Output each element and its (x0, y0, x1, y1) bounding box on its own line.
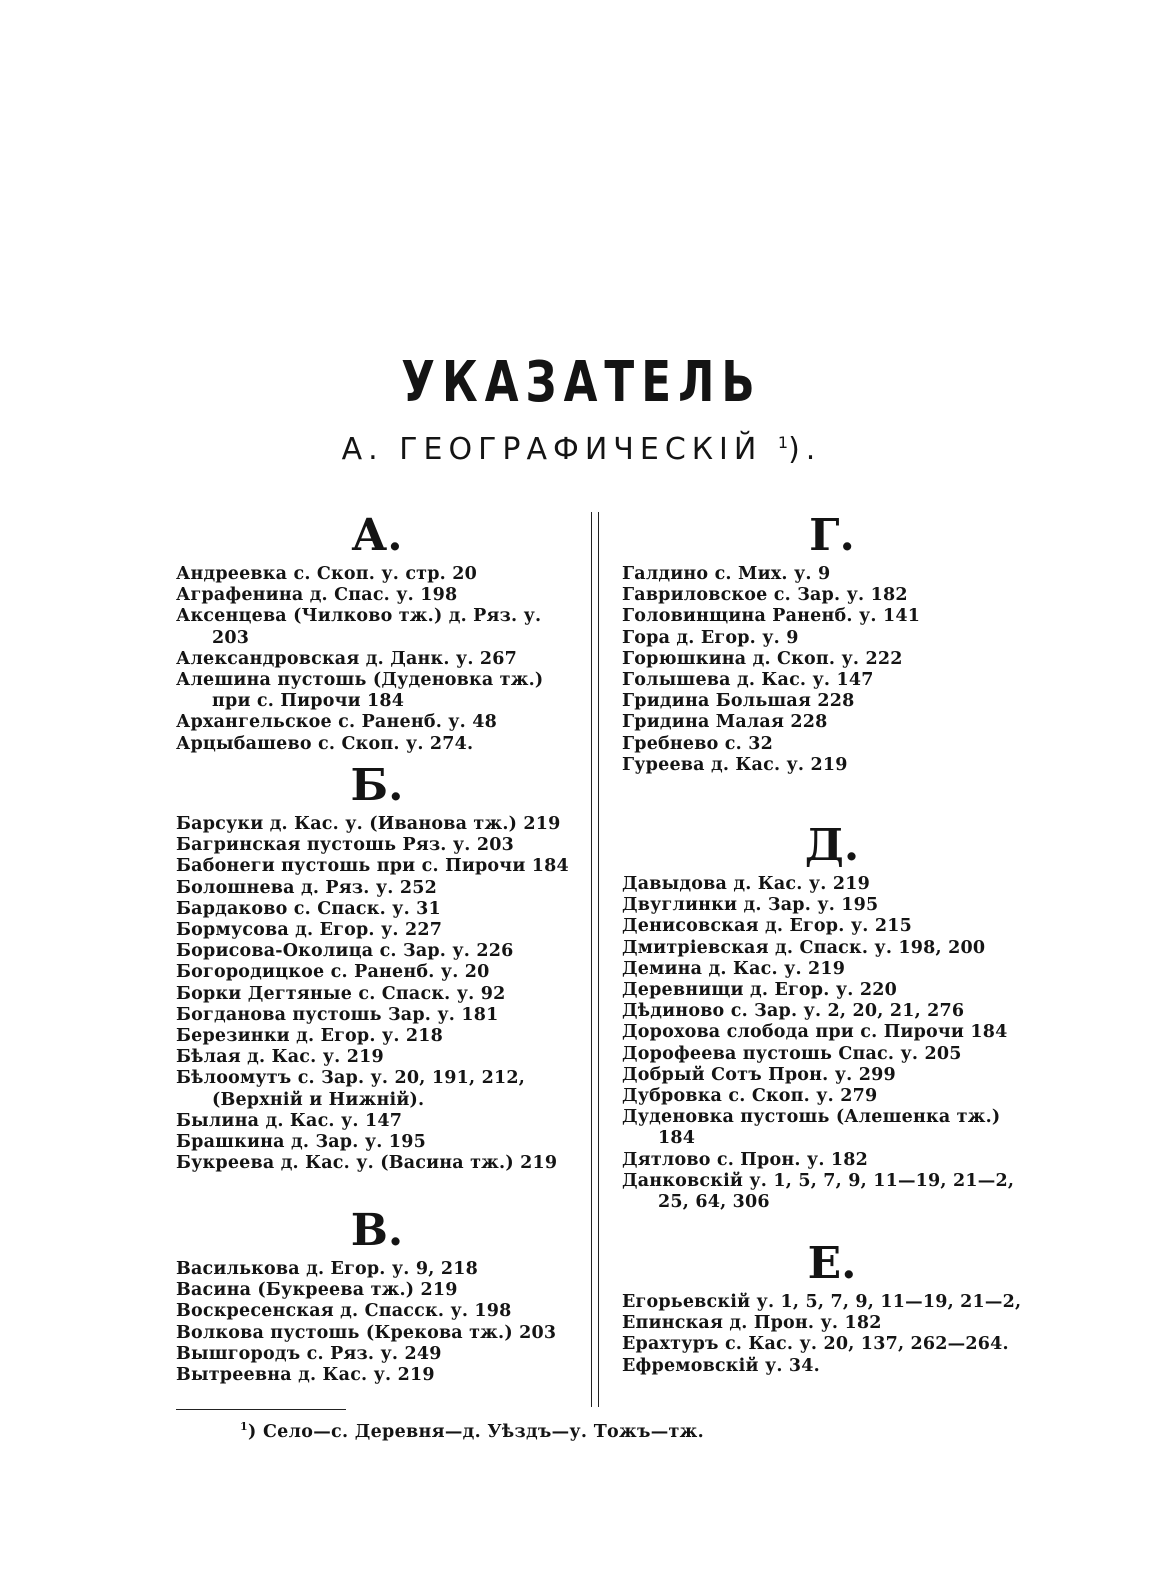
section-letter: Б. (350, 760, 404, 811)
subtitle-tail: ). (788, 432, 822, 467)
index-entry: Дуденовка пустошь (Алешенка тж.) 184 (622, 1107, 1001, 1149)
page-subtitle (0, 432, 1163, 467)
section-letter: А. (351, 510, 403, 561)
section-letter: В. (350, 1205, 404, 1256)
index-entry: Гуреева д. Кас. у. 219 (622, 754, 848, 775)
index-entry: Воскресенская д. Спасск. у. 198 (176, 1301, 512, 1322)
column-divider (591, 512, 599, 1407)
index-entry: Арцыбашево с. Скоп. у. 274. (176, 733, 474, 754)
index-entry: Букреева д. Кас. у. (Васина тж.) 219 (176, 1153, 558, 1174)
index-entry: Васина (Букреева тж.) 219 (176, 1280, 458, 1301)
section-a (176, 508, 578, 758)
entry-list (176, 814, 578, 1174)
index-entry: Данковскій у. 1, 5, 7, 9, 11—19, 21—2, 25, 64, 306 (622, 1170, 1015, 1213)
index-entry: Бѣлоомутъ с. Зар. у. 20, 191, 212, (Верхній и Нижній). (176, 1068, 525, 1110)
index-entry: Дубровка с. Скоп. у. 279 (622, 1086, 878, 1107)
index-entry: Борки Дегтяные с. Спаск. у. 92 (176, 983, 506, 1004)
index-entry: Былина д. Кас. у. 147 (176, 1110, 403, 1131)
footnote-text: ) Село—с. Деревня—д. Уѣздъ—у. Тожъ—тж. (247, 1421, 705, 1442)
entry-list (622, 874, 1042, 1213)
index-entry: Андреевка с. Скоп. у. стр. 20 (176, 564, 477, 584)
index-entry: Дорохова слобода при с. Пирочи 184 (622, 1022, 1008, 1043)
section-letter: Е. (807, 1238, 857, 1289)
index-entry: Вышгородъ с. Ряз. у. 249 (176, 1343, 442, 1364)
footnote-mark: 1 (240, 1420, 248, 1433)
index-entry: Аграфенина д. Спас. у. 198 (176, 585, 458, 606)
index-entry: Двуглинки д. Зар. у. 195 (622, 895, 879, 916)
index-entry: Давыдова д. Кас. у. 219 (622, 874, 870, 894)
index-entry: Болошнева д. Ряз. у. 252 (176, 877, 437, 898)
index-entry: Брашкина д. Зар. у. 195 (176, 1132, 426, 1153)
entry-list (176, 564, 578, 755)
entry-list (622, 564, 1042, 776)
index-entry: Дмитріевская д. Спаск. у. 198, 200 (622, 937, 986, 958)
index-entry: Гридина Большая 228 (622, 691, 855, 712)
index-entry: Алешина пустошь (Дуденовка тж.) при с. Пирочи 184 (176, 670, 544, 712)
index-entry: Бардаково с. Спаск. у. 31 (176, 898, 441, 919)
section-v (176, 1203, 578, 1386)
index-entry: Добрый Сотъ Прон. у. 299 (622, 1064, 896, 1085)
index-entry: Вытреевна д. Кас. у. 219 (176, 1365, 435, 1386)
index-entry: Головинщина Раненб. у. 141 (622, 606, 921, 627)
index-entry: Василькова д. Егор. у. 9, 218 (176, 1259, 478, 1279)
subtitle-note-mark: 1 (777, 433, 789, 452)
section-d (622, 818, 1042, 1236)
index-entry: Богданова пустошь Зар. у. 181 (176, 1004, 499, 1025)
index-entry: Гавриловское с. Зар. у. 182 (622, 585, 908, 606)
index-entry: Барсуки д. Кас. у. (Иванова тж.) 219 (176, 814, 561, 834)
index-entry: Бѣлая д. Кас. у. 219 (176, 1047, 384, 1068)
entry-list (622, 1292, 1042, 1377)
index-entry: Багринская пустошь Ряз. у. 203 (176, 835, 515, 856)
section-letter: Д. (804, 820, 860, 871)
index-entry: Денисовская д. Егор. у. 215 (622, 916, 912, 937)
index-entry: Горюшкина д. Скоп. у. 222 (622, 648, 903, 669)
left-column (176, 508, 578, 1386)
section-b (176, 758, 578, 1203)
page-title: УКАЗАТЕЛЬ (401, 350, 762, 415)
index-entry: Дѣдиново с. Зар. у. 2, 20, 21, 276 (622, 1001, 965, 1022)
index-entry: Гридина Малая 228 (622, 712, 828, 733)
right-column (622, 508, 1042, 1377)
index-entry: Деревнищи д. Егор. у. 220 (622, 980, 897, 1001)
index-entry: Богородицкое с. Раненб. у. 20 (176, 962, 490, 983)
index-entry: Бормусова д. Егор. у. 227 (176, 920, 443, 941)
section-letter: Г. (809, 510, 855, 561)
footnote-rule (176, 1409, 346, 1410)
index-entry: Александровская д. Данк. у. 267 (176, 648, 518, 669)
index-entry: Дятлово с. Прон. у. 182 (622, 1149, 869, 1170)
index-entry: Голышева д. Кас. у. 147 (622, 670, 874, 691)
index-entry: Аксенцева (Чилково тж.) д. Ряз. у. 203 (176, 606, 542, 648)
index-entry: Епинская д. Прон. у. 182 (622, 1313, 882, 1334)
index-entry: Бабонеги пустошь при с. Пирочи 184 (176, 856, 569, 877)
index-entry: Березинки д. Егор. у. 218 (176, 1026, 444, 1047)
index-entry: Егорьевскій у. 1, 5, 7, 9, 11—19, 21—2, (622, 1292, 1022, 1312)
index-entry: Гребнево с. 32 (622, 733, 773, 754)
subtitle-text: А. ГЕОГРАФИЧЕСКІЙ (341, 432, 763, 467)
index-entry: Архангельское с. Раненб. у. 48 (176, 712, 498, 733)
index-entry: Волкова пустошь (Крекова тж.) 203 (176, 1322, 557, 1343)
entry-list (176, 1259, 578, 1386)
index-entry: Галдино с. Мих. у. 9 (622, 564, 831, 584)
footnote (240, 1420, 704, 1442)
index-entry: Демина д. Кас. у. 219 (622, 958, 846, 979)
section-g (622, 508, 1042, 818)
index-entry: Ефремовскій у. 34. (622, 1355, 820, 1376)
index-entry: Гора д. Егор. у. 9 (622, 627, 799, 648)
section-e (622, 1236, 1042, 1377)
index-entry: Борисова-Околица с. Зар. у. 226 (176, 941, 514, 962)
index-entry: Ерахтуръ с. Кас. у. 20, 137, 262—264. (622, 1334, 1009, 1355)
index-entry: Дорофеева пустошь Спас. у. 205 (622, 1043, 962, 1064)
